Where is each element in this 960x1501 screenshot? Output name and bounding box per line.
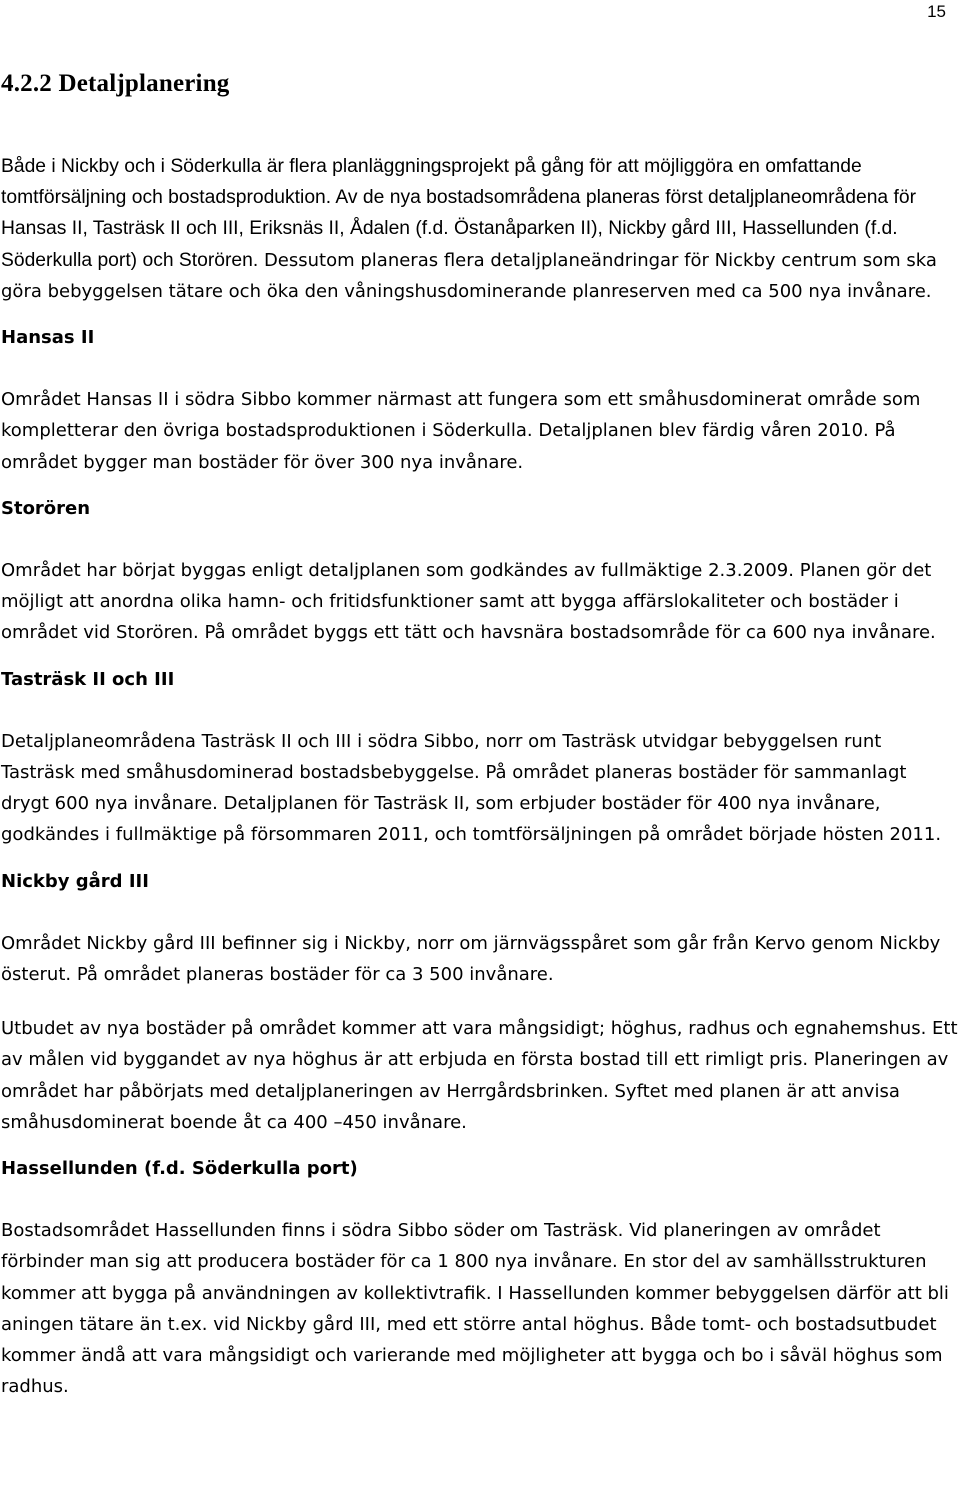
subsection-title-nickby-gard: Nickby gård III	[1, 870, 149, 892]
subsection-title-hansas: Hansas II	[1, 327, 95, 349]
paragraph-stororen: Området har börjat byggas enligt detaljplanen som godkändes av fullmäktige 2.3.2009. Planen gör det möjligt att anordna olika hamn- och fritidsfunktioner samt att bygga affärslokaliteter och bostäder i området vid Storören. På området byggs ett tätt och havsnära bostadsområde för ca 600 nya invånare.	[1, 560, 936, 644]
page-number: 15	[927, 2, 946, 21]
document-body	[1, 151, 959, 1403]
paragraph-nickby-gard-1: Området Nickby gård III befinner sig i Nickby, norr om järnvägsspåret som går från Kervo genom Nickby österut. På området planeras bostäder för ca 3 500 invånare.	[1, 932, 941, 986]
intro-text: Både i Nickby och i Söderkulla är flera planläggningsprojekt på gång för att möjliggöra en omfattande tomtförsäljning och bostadsproduktion. Av de nya bostadsområdena planeras först detaljplaneområdena för Hansas II, Tasträsk II och III, Eriksnäs II, Ådalen (f.d. Östanåparken II), Nickby gård III, Hassellunden (f.d. Söderkulla port) och Storören.	[1, 156, 917, 271]
subsection-title-tastrask: Tasträsk II och III	[1, 668, 175, 690]
paragraph-hassellunden: Bostadsområdet Hassellunden finns i södra Sibbo söder om Tasträsk. Vid planeringen av området förbinder man sig att producera bostäder för ca 1 800 nya invånare. En stor del av samhällsstrukturen kommer att bygga på användningen av kollektivtrafik. I Hassellunden kommer bebyggelsen därför att bli aningen tätare än t.ex. vid Nickby gård III, med ett större antal höghus. Både tomt- och bostadsutbudet kommer ändå att vara mångsidigt och varierande med möjligheter att bygga och bo i såväl höghus som radhus.	[1, 1220, 949, 1398]
subsection-title-hassellunden: Hassellunden (f.d. Söderkulla port)	[1, 1158, 358, 1180]
paragraph-tastrask: Detaljplaneområdena Tasträsk II och III i södra Sibbo, norr om Tasträsk utvidgar bebyggelsen runt Tasträsk med småhusdominerad bostadsbebyggelse. På området planeras bostäder för sammanlagt drygt 600 nya invånare. Detaljplanen för Tasträsk II, som erbjuder bostäder för 400 nya invånare, godkändes i fullmäktige på försommaren 2011, och tomtförsäljningen på området började hösten 2011.	[1, 730, 942, 846]
paragraph-nickby-gard-2: Utbudet av nya bostäder på området kommer att vara mångsidigt; höghus, radhus och egnahemshus. Ett av målen vid byggandet av nya höghus är att erbjuda en första bostad till ett rimligt pris. Planeringen av området har påbörjats med detaljplaneringen av Herrgårdsbrinken. Syftet med planen är att anvisa småhusdominerat boende åt ca 400 –450 invånare.	[1, 1018, 958, 1133]
subsection-title-stororen: Storören	[1, 497, 91, 519]
intro-paragraph	[1, 151, 959, 307]
intro-text-continued: Dessutom planeras flera detaljplaneändringar för Nickby centrum som ska göra bebyggelsen tätare och öka den våningshusdominerande planreserven med ca 500 nya invånare.	[1, 249, 937, 302]
section-heading: 4.2.2 Detaljplanering	[1, 70, 230, 97]
paragraph-hansas: Området Hansas II i södra Sibbo kommer närmast att fungera som ett småhusdominerat område som kompletterar den övriga bostadsproduktionen i Söderkulla. Detaljplanen blev färdig våren 2010. På området bygger man bostäder för över 300 nya invånare.	[1, 389, 921, 473]
